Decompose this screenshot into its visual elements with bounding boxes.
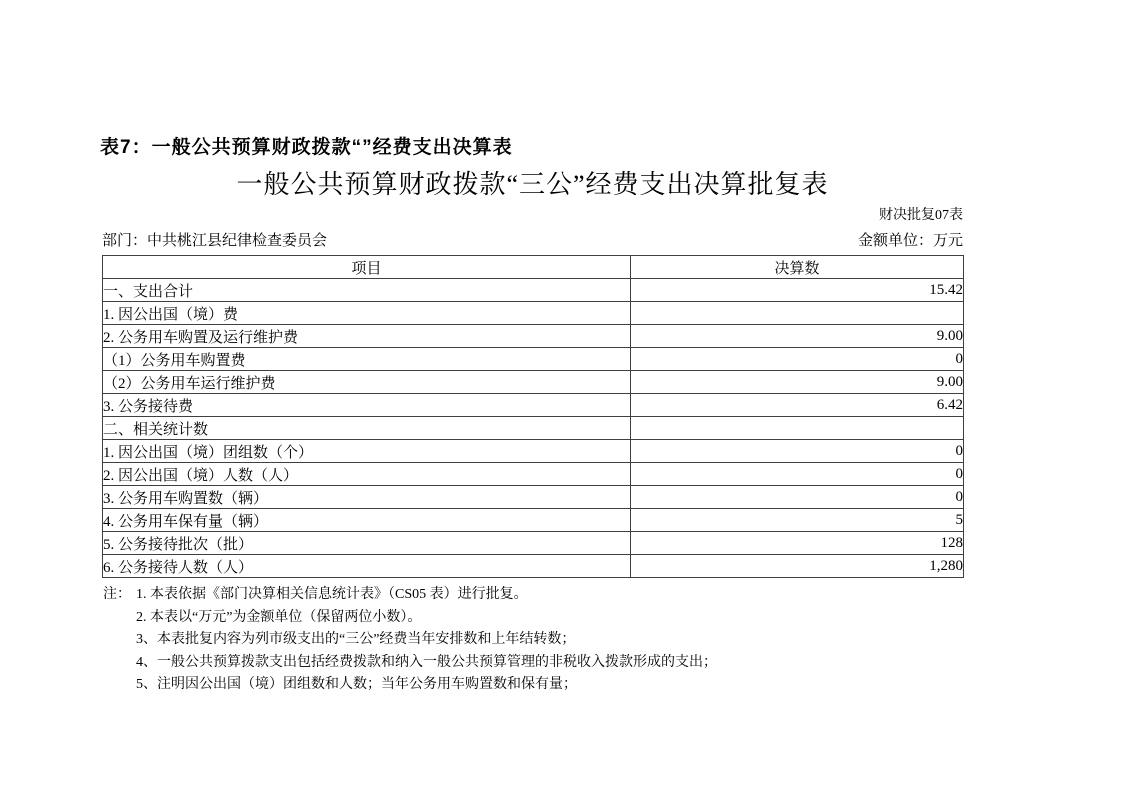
- value-cell: 0: [631, 440, 964, 463]
- value-cell: 9.00: [631, 325, 964, 348]
- value-cell: [631, 302, 964, 325]
- department-label: 部门：中共桃江县纪律检查委员会: [102, 233, 328, 249]
- item-cell: 6. 公务接待人数（人）: [103, 555, 631, 578]
- item-cell: 5. 公务接待批次（批）: [103, 532, 631, 555]
- value-cell: 5: [631, 509, 964, 532]
- note-line: [103, 652, 717, 675]
- value-cell: 0: [631, 463, 964, 486]
- item-cell: （2）公务用车运行维护费: [103, 371, 631, 394]
- value-cell: 1,280: [631, 555, 964, 578]
- notes-label: 注：: [103, 587, 131, 602]
- doc-heading: 表7：一般公共预算财政拨款“”经费支出决算表: [100, 137, 513, 158]
- value-cell: 6.42: [631, 394, 964, 417]
- note-text: 2. 本表以“万元”为金额单位（保留两位小数）。: [136, 609, 422, 625]
- table-row: [103, 371, 964, 394]
- table-row: [103, 348, 964, 371]
- value-cell: 15.42: [631, 279, 964, 302]
- item-cell: 4. 公务用车保有量（辆）: [103, 509, 631, 532]
- item-cell: 1. 因公出国（境）团组数（个）: [103, 440, 631, 463]
- column-header-item: 项目: [103, 256, 631, 279]
- note-text: 4、一般公共预算拨款支出包括经费拨款和纳入一般公共预算管理的非税收入拨款形成的支出；: [136, 654, 717, 670]
- table-row: [103, 532, 964, 555]
- value-cell: 0: [631, 348, 964, 371]
- value-cell: 0: [631, 486, 964, 509]
- page-title: 一般公共预算财政拨款“三公”经费支出决算批复表: [236, 170, 829, 199]
- note-line: [103, 584, 717, 607]
- note-line: [103, 607, 717, 630]
- amount-unit-label: 金额单位：万元: [857, 233, 963, 249]
- item-cell: 2. 因公出国（境）人数（人）: [103, 463, 631, 486]
- item-cell: 3. 公务用车购置数（辆）: [103, 486, 631, 509]
- table-row: [103, 302, 964, 325]
- table-row: [103, 440, 964, 463]
- value-cell: [631, 417, 964, 440]
- table-row: [103, 279, 964, 302]
- table-row: [103, 509, 964, 532]
- expenditure-table: [102, 255, 964, 578]
- table-row: [103, 394, 964, 417]
- column-header-value: 决算数: [631, 256, 964, 279]
- item-cell: 二、相关统计数: [103, 417, 631, 440]
- table-row: [103, 555, 964, 578]
- note-line: [103, 629, 717, 652]
- item-cell: 一、支出合计: [103, 279, 631, 302]
- notes: [103, 584, 717, 697]
- value-cell: 128: [631, 532, 964, 555]
- note-text: 1. 本表依据《部门决算相关信息统计表》（CS05 表）进行批复。: [136, 587, 528, 602]
- meta-row: [102, 229, 963, 250]
- form-code-label: 财决批复07表: [879, 208, 963, 223]
- table-row: [103, 486, 964, 509]
- table-row: [103, 463, 964, 486]
- note-text: 5、注明因公出国（境）团组数和人数；当年公务用车购置数和保有量；: [136, 677, 577, 692]
- value-cell: 9.00: [631, 371, 964, 394]
- table-row: [103, 417, 964, 440]
- table-header-row: [103, 256, 964, 279]
- item-cell: 3. 公务接待费: [103, 394, 631, 417]
- note-text: 3、本表批复内容为列市级支出的“三公”经费当年安排数和上年结转数；: [136, 632, 576, 647]
- note-line: [103, 674, 717, 697]
- table-body: [103, 279, 964, 578]
- table-row: [103, 325, 964, 348]
- item-cell: 2. 公务用车购置及运行维护费: [103, 325, 631, 348]
- item-cell: （1）公务用车购置费: [103, 348, 631, 371]
- item-cell: 1. 因公出国（境）费: [103, 302, 631, 325]
